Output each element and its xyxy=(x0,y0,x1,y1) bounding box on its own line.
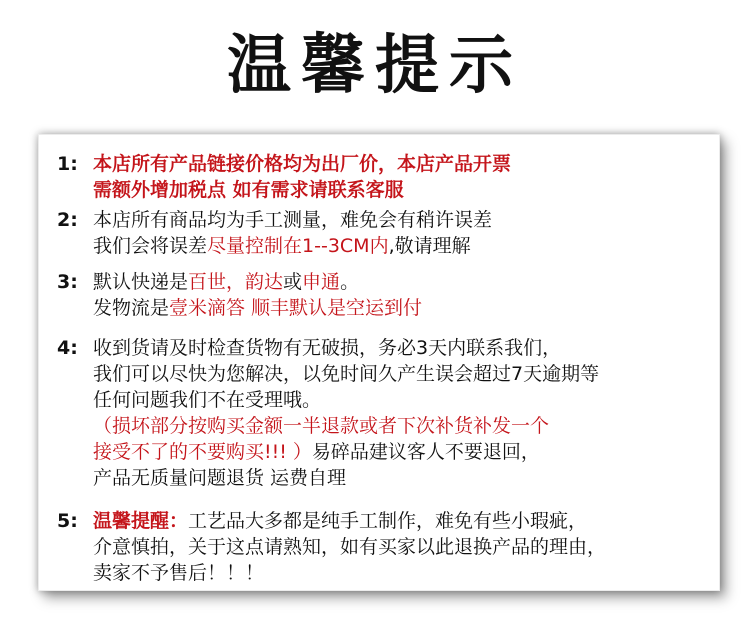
highlight-text: 接受不了的不要购买!!! ） xyxy=(93,441,312,463)
item-1-line-1: 本店所有产品链接价格均为出厂价，本店产品开票 xyxy=(93,153,512,175)
item-number: 4: xyxy=(57,337,78,359)
item-5-line-3: 卖家不予售后！！！ xyxy=(93,562,265,584)
item-number: 2: xyxy=(57,209,78,231)
item-4-line-2: 我们可以尽快为您解决，以免时间久产生误会超过7天逾期等 xyxy=(93,363,600,385)
highlight-text: 尽量控制在1--3CM内 xyxy=(207,235,389,257)
item-number: 3: xyxy=(57,271,78,293)
text-segment: 工艺品大多都是纯手工制作，难免有些小瑕疵， xyxy=(188,510,588,532)
text-segment: 易碎品建议客人不要退回， xyxy=(311,441,540,463)
item-1-line-2: 需额外增加税点 如有需求请联系客服 xyxy=(93,179,404,201)
highlight-text: 申通 xyxy=(302,271,341,293)
notice-box xyxy=(38,134,720,591)
item-4-warning-line-1: （损坏部分按购买金额一半退款或者下次补货补发一个 xyxy=(93,415,550,437)
highlight-text: 壹米滴答 顺丰默认是空运到付 xyxy=(169,297,423,319)
item-2-line-2 xyxy=(93,233,492,259)
text-segment: 。 xyxy=(340,271,360,293)
highlight-text: 百世，韵达 xyxy=(188,271,284,293)
item-5-line-1 xyxy=(93,508,606,534)
item-4-line-1: 收到货请及时检查货物有无破损，务必3天内联系我们， xyxy=(93,337,562,359)
page-title: 温馨提示 xyxy=(227,29,523,103)
item-2-line-1: 本店所有商品均为手工测量，难免会有稍许误差 xyxy=(93,209,493,231)
notice-item-3 xyxy=(57,269,422,321)
reminder-label: 温馨提醒： xyxy=(93,510,189,532)
notice-item-5 xyxy=(57,508,606,586)
text-segment: 默认快递是 xyxy=(93,271,189,293)
text-segment: 发物流是 xyxy=(93,297,170,319)
item-number: 5: xyxy=(57,510,78,532)
item-number: 1: xyxy=(57,153,78,175)
text-segment: ,敬请理解 xyxy=(388,235,471,257)
text-segment: 或 xyxy=(283,271,303,293)
notice-item-4 xyxy=(57,335,599,491)
item-4-line-5 xyxy=(93,439,599,465)
text-segment: 我们会将误差 xyxy=(93,235,208,257)
item-5-line-2: 介意慎拍，关于这点请熟知，如有买家以此退换产品的理由， xyxy=(93,536,607,558)
notice-item-2 xyxy=(57,207,492,259)
notice-item-1 xyxy=(57,151,511,203)
item-3-line-2 xyxy=(93,295,422,321)
item-3-line-1 xyxy=(93,269,422,295)
item-4-line-3: 任何问题我们不在受理哦。 xyxy=(93,389,322,411)
item-4-line-6: 产品无质量问题退货 运费自理 xyxy=(93,467,347,489)
